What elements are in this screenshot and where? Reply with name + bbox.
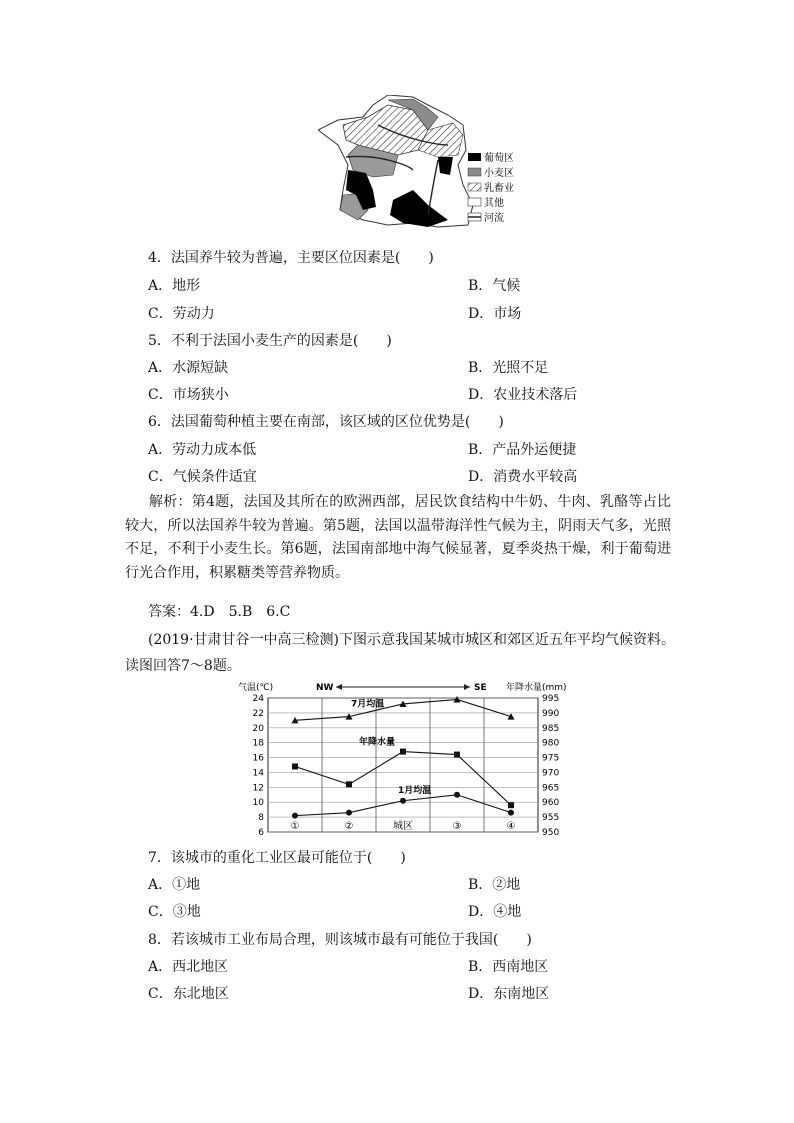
map-legend (468, 151, 514, 224)
y-right-tick-label: 975 (542, 753, 560, 764)
data-point-circle (454, 792, 460, 798)
series-line (295, 752, 511, 806)
q4-option-c: C．劳动力 (148, 306, 215, 322)
y-left-tick-label: 10 (252, 798, 264, 809)
category-label: ① (290, 821, 300, 832)
q4-option-d: D．市场 (468, 306, 522, 322)
data-point-square (454, 752, 460, 758)
data-point-circle (346, 810, 352, 816)
q7-option-d: D．④地 (468, 904, 522, 920)
legend-vineyard-label: 葡萄区 (484, 153, 514, 164)
direction-se: SE (474, 683, 487, 693)
y-left-tick-label: 12 (252, 783, 264, 794)
y-left-tick-label: 14 (252, 768, 264, 779)
y-left-tick-label: 22 (252, 708, 264, 719)
y-right-tick-label: 970 (542, 768, 560, 779)
q6-option-a: A．劳动力成本低 (148, 442, 257, 458)
france-agriculture-map (318, 95, 538, 235)
q8-option-d: D．东南地区 (468, 986, 550, 1002)
chart-grid (268, 698, 538, 832)
q7-option-a: A．①地 (148, 877, 201, 893)
series-label-precipitation: 年降水量 (359, 737, 396, 748)
series-label-july: 7月均温 (351, 699, 385, 710)
y-right-tick-label: 995 (542, 694, 560, 704)
series-label-january: 1月均温 (398, 785, 432, 796)
q7-option-b: B．②地 (468, 877, 521, 893)
y-right-tick-label: 950 (542, 828, 560, 838)
y-left-tick-label: 24 (252, 694, 264, 704)
chart-series-labels (351, 697, 432, 795)
y-right-tick-label: 980 (542, 738, 560, 749)
data-point-circle (508, 810, 514, 816)
q6-option-b: B．产品外运便捷 (468, 442, 577, 458)
answer-text: 答案：4.D 5.B 6.C (148, 604, 291, 620)
y-left-tick-label: 16 (252, 753, 264, 764)
q5-stem: 5．不利于法国小麦生产的因素是( ) (148, 333, 392, 349)
y-left-tick-label: 20 (252, 723, 264, 734)
data-point-square (346, 781, 352, 787)
y-left-axis-label: 气温(℃) (238, 683, 274, 693)
q5-option-c: C．市场狭小 (148, 387, 229, 403)
q4-option-a: A．地形 (148, 278, 201, 294)
q6-option-c: C．气候条件适宜 (148, 469, 257, 485)
q6-stem: 6．法国葡萄种植主要在南部，该区域的区位优势是( ) (148, 414, 504, 430)
data-point-circle (292, 813, 298, 819)
direction-nw: NW (316, 683, 334, 693)
y-right-axis-label: 年降水量(mm) (506, 683, 567, 693)
y-left-tick-label: 8 (258, 813, 264, 824)
intro-line-1: (2019·甘肃甘谷一中高三检测)下图示意我国某城市城区和郊区近五年平均气候资料。 (148, 632, 676, 648)
q6-option-d: D．消费水平较高 (468, 469, 578, 485)
y-right-tick-label: 960 (542, 798, 560, 809)
legend-wheat-swatch (468, 168, 481, 176)
analysis-text: 解析：第4题，法国及其所在的欧洲西部，居民饮食结构中牛奶、牛肉、乳酪等占比较大，所以法国养牛较为普遍。第5题，法国以温带海洋性气候为主，阴雨天气多，光照不足，不利于小麦生长。第6题，法国南部地中海气候显著，夏季炎热干燥，利于葡萄进行光合作用，积累糖类等营养物质。 (125, 494, 671, 581)
q4-option-b: B．气候 (468, 278, 521, 294)
q8-option-b: B．西南地区 (468, 959, 549, 975)
y-left-tick-label: 18 (252, 738, 264, 749)
y-right-tick-label: 990 (542, 708, 560, 719)
legend-vineyard-swatch (468, 153, 481, 161)
data-point-circle (400, 798, 406, 804)
q8-stem: 8．若该城市工业布局合理，则该城市最有可能位于我国( ) (148, 932, 532, 948)
plot-frame (268, 698, 538, 832)
legend-river-label: 河流 (484, 213, 504, 224)
q5-option-b: B．光照不足 (468, 360, 549, 376)
y-right-tick-label: 955 (542, 813, 560, 824)
data-point-square (400, 749, 406, 755)
intro-line-2: 读图回答7～8题。 (125, 658, 241, 674)
q4-stem: 4．法国养牛较为普遍，主要区位因素是( ) (148, 250, 434, 266)
y-right-tick-label: 965 (542, 783, 560, 794)
category-label: 城区 (393, 821, 413, 832)
q5-option-a: A．水源短缺 (148, 360, 229, 376)
q7-option-c: C．③地 (148, 904, 201, 920)
q7-stem: 7．该城市的重化工业区最可能位于( ) (148, 850, 406, 866)
legend-other-swatch (468, 198, 481, 206)
direction-arrow-left-head (336, 684, 342, 690)
legend-other-label: 其他 (484, 198, 504, 209)
legend-wheat-label: 小麦区 (484, 168, 514, 179)
legend-dairy-swatch (468, 183, 481, 191)
y-right-tick-label: 985 (542, 723, 560, 734)
chart-ticks (253, 694, 560, 838)
y-left-tick-label: 6 (258, 828, 264, 838)
data-point-square (508, 802, 514, 808)
climate-chart (238, 680, 578, 840)
q5-option-d: D．农业技术落后 (468, 387, 578, 403)
legend-dairy-label: 乳畜业 (484, 183, 514, 194)
category-label: ② (344, 821, 354, 832)
q8-option-c: C．东北地区 (148, 986, 229, 1002)
direction-arrow-right-head (464, 684, 470, 690)
q8-option-a: A．西北地区 (148, 959, 229, 975)
category-label: ③ (452, 821, 462, 832)
data-point-square (292, 763, 298, 769)
chart-categories (291, 819, 516, 832)
category-label: ④ (506, 821, 516, 832)
